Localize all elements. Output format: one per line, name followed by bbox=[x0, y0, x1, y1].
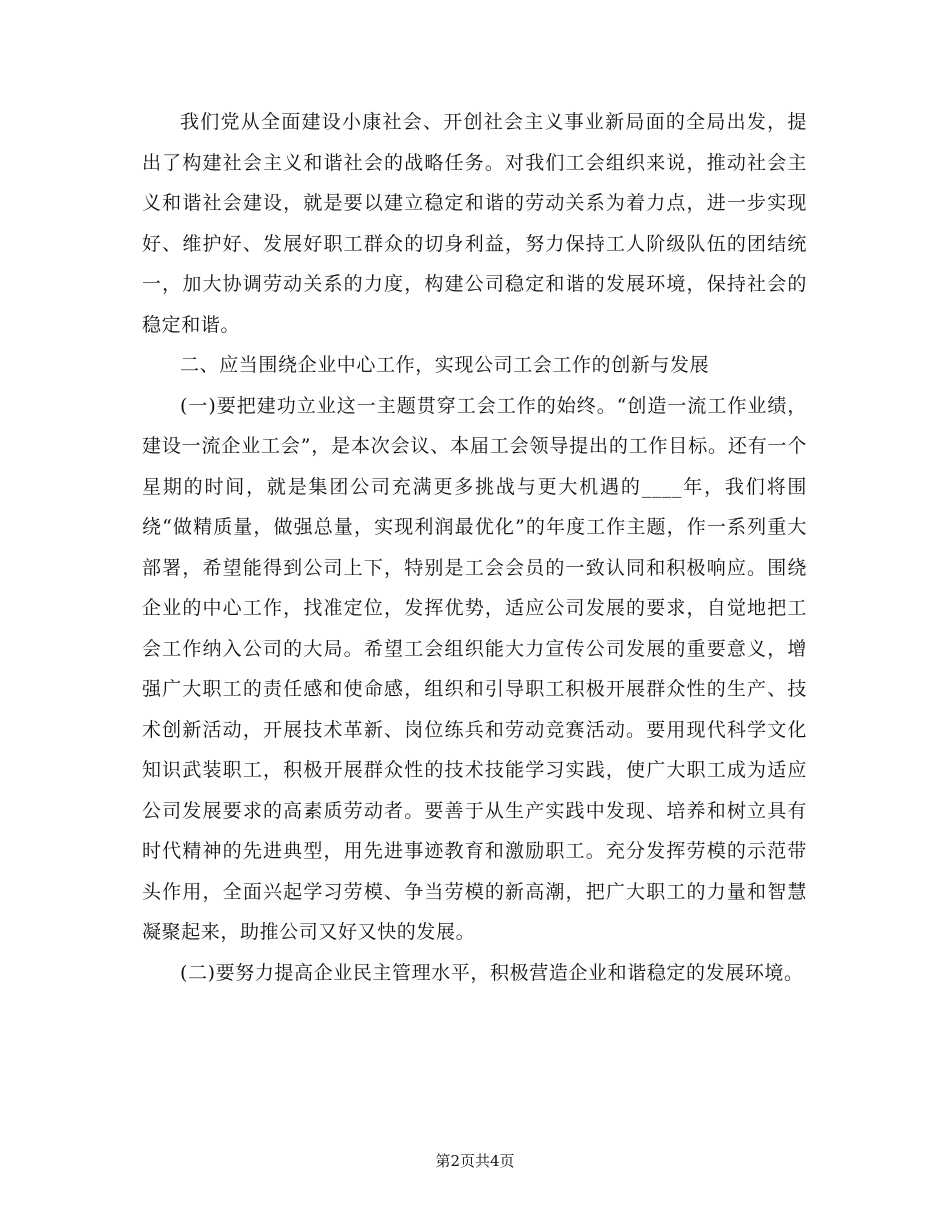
paragraph-1: 我们党从全面建设小康社会、开创社会主义事业新局面的全局出发，提出了构建社会主义和谐社会的战略任务。对我们工会组织来说，推动社会主义和谐社会建设，就是要以建立稳定和谐的劳动关系为着力点，进一步实现好、维护好、发展好职工群众的切身利益，努力保持工人阶级队伍的团结统一，加大协调劳动关系的力度，构建公司稳定和谐的发展环境，保持社会的稳定和谐。 bbox=[142, 111, 807, 336]
document-body bbox=[142, 102, 807, 993]
page-number: 第2页共4页 bbox=[435, 1152, 515, 1170]
section-heading: 二、应当围绕企业中心工作，实现公司工会工作的创新与发展 bbox=[180, 354, 710, 376]
paragraph-3: (二)要努力提高企业民主管理水平，积极营造企业和谐稳定的发展环境。 bbox=[180, 961, 804, 984]
paragraph-2: (一)要把建功立业这一主题贯穿工会工作的始终。“创造一流工作业绩，建设一流企业工会”，是本次会议、本届工会领导提出的工作目标。还有一个星期的时间，就是集团公司充满更多挑战与更大机遇的____年，我们将围绕“做精质量，做强总量，实现利润最优化”的年度工作主题，作一系列重大部署，希望能得到公司上下，特别是工会会员的一致认同和积极响应。围绕企业的中心工作，找准定位，发挥优势，适应公司发展的要求，自觉地把工会工作纳入公司的大局。希望工会组织能大力宣传公司发展的重要意义，增强广大职工的责任感和使命感，组织和引导职工积极开展群众性的生产、技术创新活动，开展技术革新、岗位练兵和劳动竞赛活动。要用现代科学文化知识武装职工，积极开展群众性的技术技能学习实践，使广大职工成为适应公司发展要求的高素质劳动者。要善于从生产实践中发现、培养和树立具有时代精神的先进典型，用先进事迹教育和激励职工。充分发挥劳模的示范带头作用，全面兴起学习劳模、争当劳模的新高潮，把广大职工的力量和智慧凝聚起来，助推公司又好又快的发展。 bbox=[142, 394, 807, 943]
